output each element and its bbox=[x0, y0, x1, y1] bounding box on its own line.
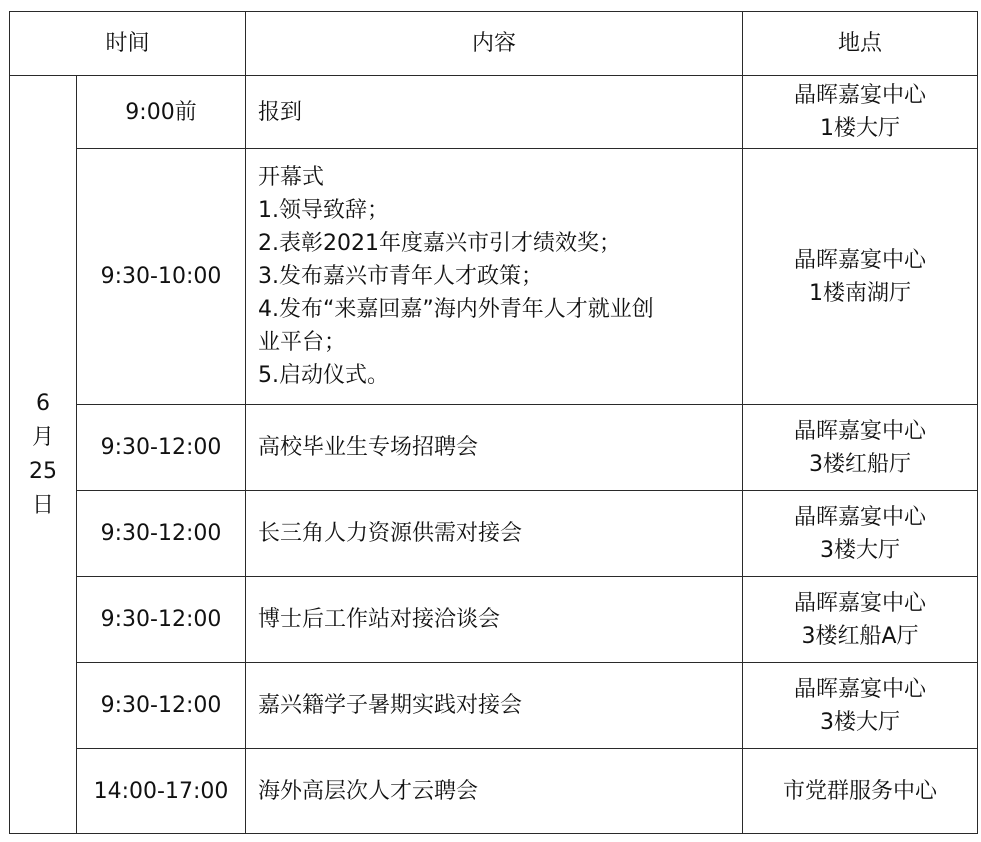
content-cell bbox=[246, 405, 743, 491]
content-line: 业平台； bbox=[258, 330, 347, 355]
header-row bbox=[10, 12, 978, 76]
location-line: 1楼南湖厅 bbox=[809, 280, 912, 306]
content-cell bbox=[246, 577, 743, 663]
content-line: 2.表彰2021年度嘉兴市引才绩效奖； bbox=[258, 231, 621, 256]
date-day-number: 25 bbox=[29, 458, 57, 484]
location-line: 晶晖嘉宴中心 bbox=[794, 676, 927, 702]
time-cell: 9:00前 bbox=[77, 76, 246, 149]
location-line: 3楼红船厅 bbox=[809, 451, 912, 477]
content-cell bbox=[246, 749, 743, 834]
date-month-number: 6 bbox=[36, 390, 50, 416]
table-row bbox=[10, 149, 978, 405]
table-row bbox=[10, 577, 978, 663]
content-cell bbox=[246, 149, 743, 405]
content-line: 博士后工作站对接洽谈会 bbox=[258, 607, 501, 632]
location-cell bbox=[743, 577, 978, 663]
content-line: 嘉兴籍学子暑期实践对接会 bbox=[258, 693, 523, 718]
header-time: 时间 bbox=[10, 12, 246, 76]
location-line: 3楼红船A厅 bbox=[801, 623, 919, 649]
time-cell: 9:30-12:00 bbox=[77, 405, 246, 491]
date-month-char: 月 bbox=[31, 424, 54, 450]
date-cell bbox=[10, 76, 77, 834]
location-cell bbox=[743, 491, 978, 577]
date-day-char: 日 bbox=[31, 492, 54, 518]
content-line: 1.领导致辞； bbox=[258, 198, 390, 223]
location-line: 晶晖嘉宴中心 bbox=[794, 418, 927, 444]
time-cell: 14:00-17:00 bbox=[77, 749, 246, 834]
location-cell bbox=[743, 76, 978, 149]
location-cell bbox=[743, 749, 978, 834]
time-cell: 9:30-12:00 bbox=[77, 663, 246, 749]
content-cell bbox=[246, 663, 743, 749]
content-line: 5.启动仪式。 bbox=[258, 363, 390, 388]
table-row bbox=[10, 76, 978, 149]
time-cell: 9:30-12:00 bbox=[77, 491, 246, 577]
header-content: 内容 bbox=[246, 12, 743, 76]
content-line: 4.发布“来嘉回嘉”海内外青年人才就业创 bbox=[258, 297, 654, 322]
time-cell: 9:30-12:00 bbox=[77, 577, 246, 663]
location-line: 晶晖嘉宴中心 bbox=[794, 83, 927, 108]
table-row bbox=[10, 491, 978, 577]
location-cell bbox=[743, 149, 978, 405]
location-line: 3楼大厅 bbox=[820, 709, 901, 735]
content-line: 高校毕业生专场招聘会 bbox=[258, 435, 479, 460]
table-row bbox=[10, 749, 978, 834]
location-line: 晶晖嘉宴中心 bbox=[794, 590, 927, 616]
content-line: 3.发布嘉兴市青年人才政策； bbox=[258, 264, 544, 289]
location-line: 3楼大厅 bbox=[820, 537, 901, 563]
location-line: 市党群服务中心 bbox=[783, 778, 938, 804]
content-line: 开幕式 bbox=[258, 165, 325, 190]
content-line: 长三角人力资源供需对接会 bbox=[258, 521, 523, 546]
location-cell bbox=[743, 405, 978, 491]
content-line: 海外高层次人才云聘会 bbox=[258, 778, 479, 804]
content-cell bbox=[246, 76, 743, 149]
content-cell bbox=[246, 491, 743, 577]
location-line: 1楼大厅 bbox=[820, 116, 901, 141]
header-location: 地点 bbox=[743, 12, 978, 76]
table-row bbox=[10, 405, 978, 491]
table-row bbox=[10, 663, 978, 749]
location-cell bbox=[743, 663, 978, 749]
time-cell: 9:30-10:00 bbox=[77, 149, 246, 405]
content-line: 报到 bbox=[258, 99, 303, 125]
location-line: 晶晖嘉宴中心 bbox=[794, 247, 927, 273]
location-line: 晶晖嘉宴中心 bbox=[794, 504, 927, 530]
schedule-table bbox=[9, 11, 978, 834]
